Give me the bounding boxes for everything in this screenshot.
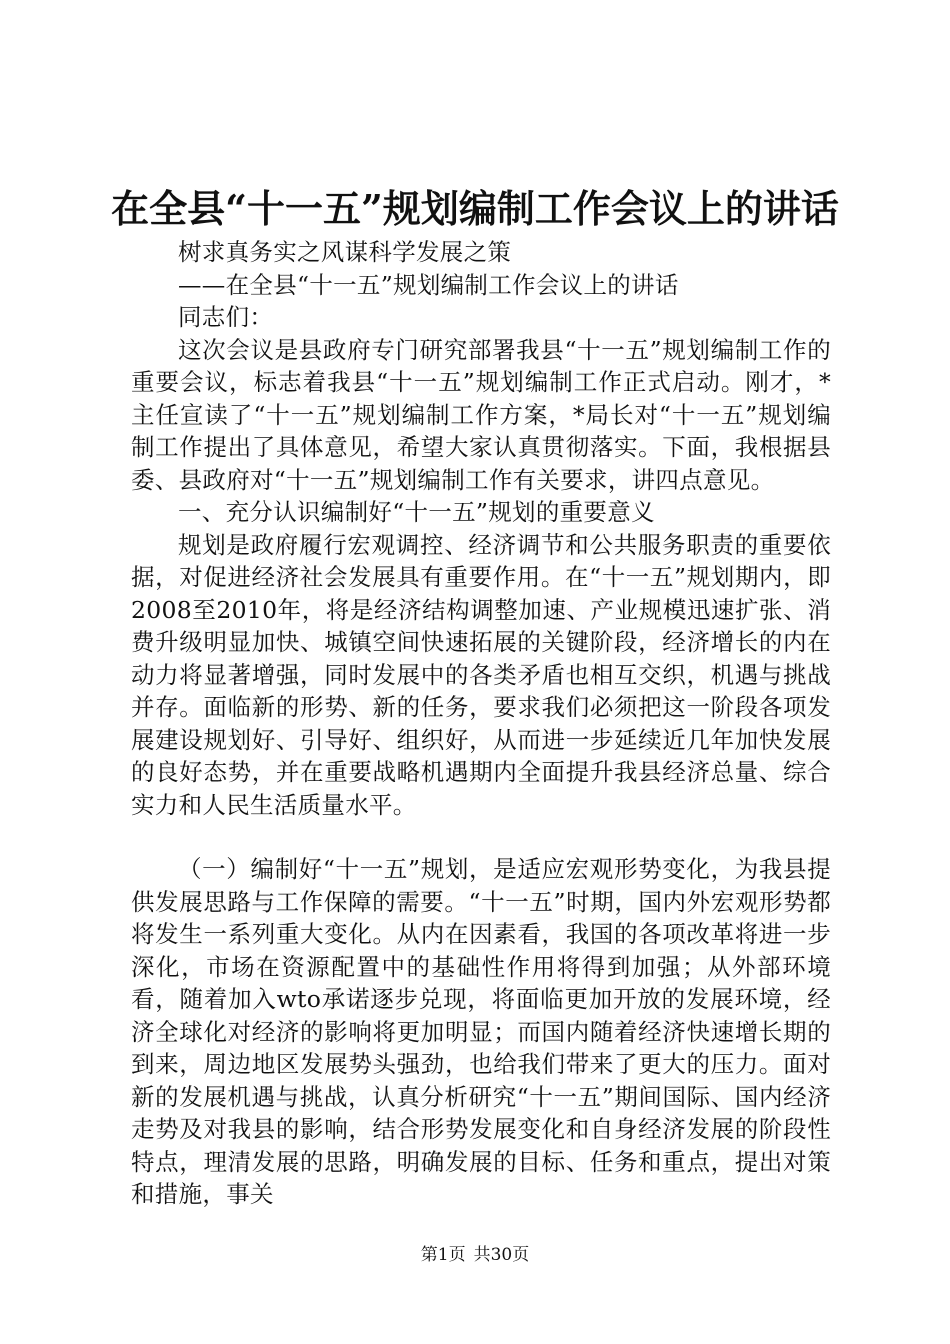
salutation: 同志们： [178, 303, 274, 331]
paragraph-point-1: （一）编制好“十一五”规划，是适应宏观形势变化，为我县提供发展思路与工作保障的需要。“十一五”时期，国内外宏观形势都将发生一系列重大变化。从内在因素看，我国的各项改革将进一步深化，市场在资源配置中的基础性作用将得到加强；从外部环境看，随着加入wto承诺逐步兑现，将面临更加开放的发展环境，经济全球化对经济的影响将更加明显；而国内随着经济快速增长期的到来，周边地区发展势头强劲，也给我们带来了更大的压力。面对新的发展机遇与挑战，认真分析研究“十一五”期间国际、国内经济走势及对我县的影响，结合形势发展变化和自身经济发展的阶段性特点，理清发展的思路，明确发展的目标、任务和重点，提出对策和措施，事关 [131, 855, 831, 1208]
document-title: 在全县“十一五”规划编制工作会议上的讲话 [111, 186, 839, 231]
page-number: 第1页 [420, 1245, 466, 1265]
paragraph-significance: 规划是政府履行宏观调控、经济调节和公共服务职责的重要依据，对促进经济社会发展具有重要作用。在“十一五”规划期内，即2008至2010年，将是经济结构调整加速、产业规模迅速扩张、消费升级明显加快、城镇空间快速拓展的关键阶段，经济增长的内在动力将显著增强，同时发展中的各类矛盾也相互交织，机遇与挑战并存。面临新的形势、新的任务，要求我们必须把这一阶段各项发展建设规划好、引导好、组织好，从而进一步延续近几年加快发展的良好态势，并在重要战略机遇期内全面提升我县经济总量、综合实力和人民生活质量水平。 [131, 530, 831, 819]
paragraph-intro: 这次会议是县政府专门研究部署我县“十一五”规划编制工作的重要会议，标志着我县“十一五”规划编制工作正式启动。刚才，*主任宣读了“十一五”规划编制工作方案，*局长对“十一五”规划编制工作提出了具体意见，希望大家认真贯彻落实。下面，我根据县委、县政府对“十一五”规划编制工作有关要求，讲四点意见。 [131, 335, 831, 494]
document-body [131, 236, 831, 1211]
page-footer [0, 1243, 950, 1267]
subtitle: 树求真务实之风谋科学发展之策 [178, 238, 512, 266]
subtitle-sub: ——在全县“十一五”规划编制工作会议上的讲话 [178, 270, 679, 299]
page-total: 共30页 [473, 1245, 530, 1265]
section-heading-1: 一、充分认识编制好“十一五”规划的重要意义 [178, 498, 655, 526]
